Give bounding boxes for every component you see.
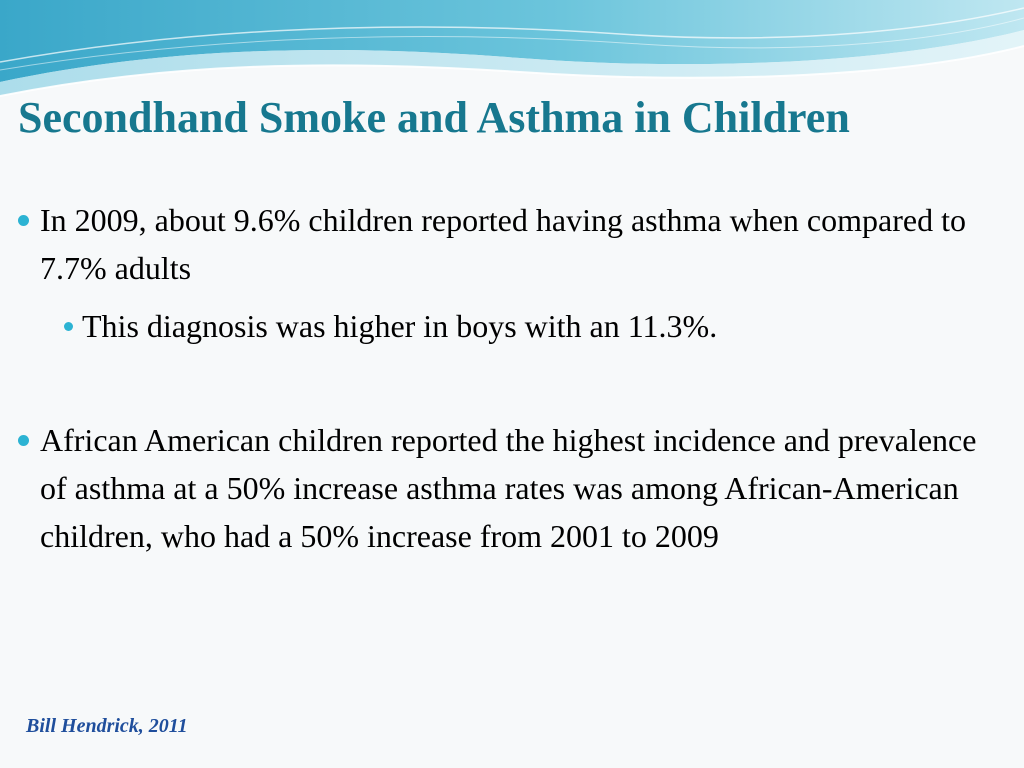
bullet-dot-icon — [18, 435, 29, 446]
sub-bullet-dot-icon — [64, 322, 73, 331]
sub-bullet-item-boys — [64, 302, 1004, 350]
bullet-text: In 2009, about 9.6% children reported having asthma when compared to 7.7% adults — [40, 202, 966, 286]
bullet-item-african-american — [18, 416, 1008, 560]
bullet-item-children-asthma — [18, 196, 1008, 292]
slide-title: Secondhand Smoke and Asthma in Children — [18, 93, 850, 142]
sub-bullet-text: This diagnosis was higher in boys with an 11.3%. — [82, 308, 718, 344]
bullet-dot-icon — [18, 215, 29, 226]
citation: Bill Hendrick, 2011 — [26, 715, 188, 737]
bullet-text: African American children reported the highest incidence and prevalence of asthma at a 50% increase asthma rates was among African-American children, who had a 50% increase from 2001 to 2009 — [40, 422, 977, 554]
